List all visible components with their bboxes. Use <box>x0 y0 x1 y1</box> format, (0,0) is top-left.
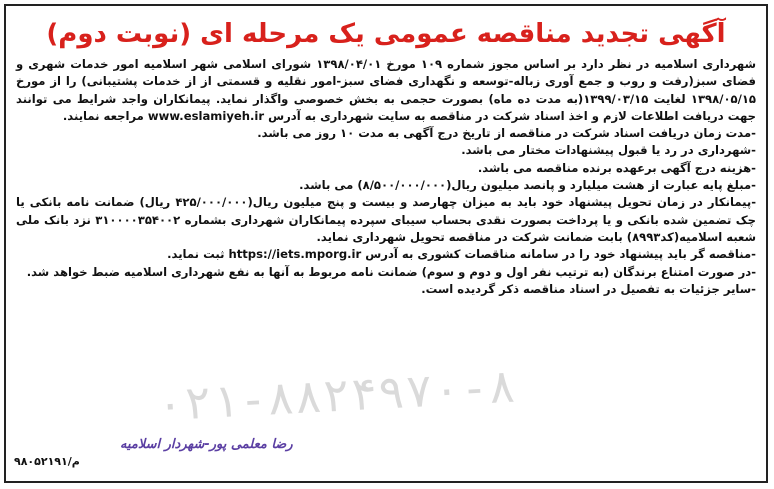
paragraph-forfeit: -در صورت امتناع برندگان (به ترتیب نفر اول و دوم و سوم) ضمانت نامه مربوط به آنها به نفع شهرداری اسلامیه ضبط خواهد شد. <box>26 264 756 279</box>
paragraph-intro: شهرداری اسلامیه در نظر دارد بر اساس مجوز شماره ۱۰۹ مورخ ۱۳۹۸/۰۴/۰۱ شورای اسلامی شهر اسلامیه امور خدمات شهری و فضای سبز(رفت و روب و جمع آوری زباله-توسعه و نگهداری فضای سبز-امور نقلیه و قسمتی از از خدمات پشتیبانی) را از مورخ ۱۳۹۸/۰۵/۱۵ لغایت ۱۳۹۹/۰۳/۱۵(به مدت ده ماه) بصورت حجمی به بخش خصوصی واگذار نماید. پیمانکاران واجد شرایط می توانند جهت دریافت اطلاعات لازم و اخذ اسناد شرکت در مناقصه به سایت شهرداری به آدرس www.eslamiyeh.ir مراجعه نمایند. <box>16 57 756 123</box>
paragraph-submission: -مناقصه گر باید پیشنهاد خود را در سامانه مناقصات کشوری به آدرس https://iets.mporg.ir ثبت نماید. <box>167 247 756 262</box>
paragraph-details: -سایر جزئیات به تفصیل در اسناد مناقصه ذکر گردیده است. <box>421 281 756 296</box>
ad-code: م/۹۸۰۵۲۱۹۱ <box>14 455 80 468</box>
paragraph-base-amount: -مبلغ پایه عبارت از هشت میلیارد و پانصد میلیون ریال(۸/۵۰۰/۰۰۰/۰۰۰) می باشد. <box>299 178 756 193</box>
ad-title: آگهی تجدید مناقصه عمومی یک مرحله ای (نوبت دوم) <box>46 19 726 49</box>
paragraph-ad-cost: -هزینه درج آگهی برعهده برنده مناقصه می باشد. <box>477 160 756 175</box>
paragraph-guarantee: -پیمانکار در زمان تحویل پیشنهاد خود باید به میزان چهارصد و بیست و پنج میلیون ریال(۴۲۵/۰۰۰/۰۰۰ ریال) ضمانت نامه بانکی یا چک تضمین شده بانکی و یا پرداخت بصورت نقدی بحساب سیبای سپرده پیمانکاران شهرداری بشماره ۳۱۰۰۰۰۳۵۴۰۰۲ نزد بانک ملی شعبه اسلامیه(کد۸۹۹۳) بابت ضمانت شرکت در مناقصه تحویل شهرداری نماید. <box>16 195 757 244</box>
phone-watermark: ۰۲۱-۸۸۲۴۹۷۰-۸ <box>154 358 518 432</box>
paragraph-document-period: -مدت زمان دریافت اسناد شرکت در مناقصه از تاریخ درج آگهی به مدت ۱۰ روز می باشد. <box>257 126 756 141</box>
ad-body <box>6 54 766 298</box>
signature: رضا معلمی پور-شهردار اسلامیه <box>120 437 293 452</box>
paragraph-rights: -شهرداری در رد یا قبول پیشنهادات مختار می باشد. <box>461 143 756 158</box>
advertisement-frame <box>4 4 768 483</box>
